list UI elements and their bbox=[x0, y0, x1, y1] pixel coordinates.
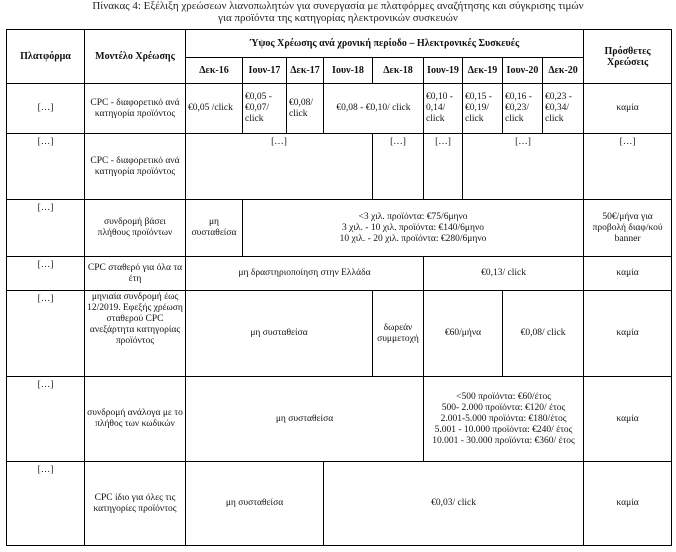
model-cell: μηνιαία συνδρομή έως 12/2019. Εφεξής χρέωση σταθερού CPC ανεξάρτητα κατηγορίας προϊόντος bbox=[85, 291, 186, 377]
header-model: Μοντέλο Χρέωσης bbox=[85, 30, 186, 84]
caption-line-2: για προϊόντα της κατηγορίας ηλεκτρονικών συσκευών bbox=[218, 12, 458, 24]
fee-cell: €60/μήνα bbox=[424, 291, 503, 377]
fee-cell: €0,03/ click bbox=[324, 462, 584, 546]
model-cell: CPC - διαφορετικό ανά κατηγορία προϊόντος bbox=[85, 84, 186, 134]
header-date: Δεκ-20 bbox=[543, 58, 584, 84]
table-row bbox=[7, 377, 672, 462]
platform-cell: […] bbox=[7, 291, 85, 377]
fee-cell: €0,08/ click bbox=[287, 84, 324, 134]
fee-cell: €0,08/ click bbox=[503, 291, 584, 377]
table-row bbox=[7, 257, 672, 291]
extra-cell: […] bbox=[584, 134, 672, 200]
fee-cell: €0,15 - €0,19/ click bbox=[463, 84, 503, 134]
header-row bbox=[7, 30, 672, 58]
fee-cell: μη συσταθείσα bbox=[186, 377, 424, 462]
header-date: Δεκ-17 bbox=[287, 58, 324, 84]
header-platform: Πλατφόρμα bbox=[7, 30, 85, 84]
extra-cell: καμία bbox=[584, 257, 672, 291]
header-date: Ιουν-19 bbox=[424, 58, 463, 84]
header-date: Ιουν-20 bbox=[503, 58, 543, 84]
header-date: Ιουν-18 bbox=[324, 58, 373, 84]
extra-cell: καμία bbox=[584, 84, 672, 134]
extra-cell: 50€/μήνα για προβολή διαφ/κού banner bbox=[584, 200, 672, 257]
tier-item: 3 χιλ. - 10 χιλ. προϊόντα: €140/6μηνο bbox=[342, 222, 485, 233]
table-row bbox=[7, 200, 672, 257]
table-caption bbox=[0, 0, 676, 24]
tier-list bbox=[424, 377, 584, 462]
platform-cell: […] bbox=[7, 134, 85, 200]
fee-cell: μη συσταθείσα bbox=[186, 200, 243, 257]
fee-cell: €0,23 - €0,34/ click bbox=[543, 84, 584, 134]
header-date: Δεκ-18 bbox=[373, 58, 424, 84]
model-cell: CPC σταθερό για όλα τα έτη bbox=[85, 257, 186, 291]
caption-line-1: Πίνακας 4: Εξέλιξη χρεώσεων λιανοπωλητών για συνεργασία με πλατφόρμες αναζήτησης και σύγκρισης τιμών bbox=[92, 0, 584, 12]
platform-cell: […] bbox=[7, 200, 85, 257]
fee-cell: μη συσταθείσα bbox=[186, 462, 324, 546]
model-cell: CPC - διαφορετικό ανά κατηγορία προϊόντος bbox=[85, 134, 186, 200]
fee-cell: μη δραστηριοποίηση στην Ελλάδα bbox=[186, 257, 424, 291]
fee-cell: €0,16 - €0,23/ click bbox=[503, 84, 543, 134]
fee-cell: €0,08 - €0,10/ click bbox=[324, 84, 424, 134]
tier-item: 500- 2.000 προϊόντα: €120/ έτος bbox=[441, 402, 566, 413]
fee-cell: […] bbox=[424, 134, 463, 200]
model-cell: CPC ίδιο για όλες τις κατηγορίες προϊόντος bbox=[85, 462, 186, 546]
fee-cell: €0,05 /click bbox=[186, 84, 243, 134]
tier-item: 10 χιλ. - 20 χιλ. προϊόντα: €280/6μηνο bbox=[339, 233, 487, 244]
table-row bbox=[7, 84, 672, 134]
fee-cell: €0,05 - €0,07/ click bbox=[243, 84, 287, 134]
tier-list bbox=[243, 200, 584, 257]
header-date: Δεκ-16 bbox=[186, 58, 243, 84]
table-row bbox=[7, 134, 672, 200]
tier-item: 5.001 - 10.000 προϊόντα: €240/ έτος bbox=[434, 424, 573, 435]
tier-item: 10.001 - 30.000 προϊόντα: €360/ έτος bbox=[432, 435, 575, 446]
fee-cell: €0,10 - 0,14/ click bbox=[424, 84, 463, 134]
fee-cell: δωρεάν συμμετοχή bbox=[373, 291, 424, 377]
model-cell: συνδρομή ανάλογα με το πλήθος των κωδικών bbox=[85, 377, 186, 462]
tier-item: 2.001-5.000 προϊόντα: €180/έτος bbox=[440, 413, 567, 424]
fee-cell: […] bbox=[186, 134, 373, 200]
extra-cell: καμία bbox=[584, 377, 672, 462]
header-date: Ιουν-17 bbox=[243, 58, 287, 84]
extra-cell: καμία bbox=[584, 291, 672, 377]
fee-cell: […] bbox=[463, 134, 584, 200]
fee-cell: […] bbox=[373, 134, 424, 200]
table-row bbox=[7, 291, 672, 377]
extra-cell: καμία bbox=[584, 462, 672, 546]
tier-item: <3 χιλ. προϊόντα: €75/6μηνο bbox=[358, 211, 468, 222]
platform-cell: […] bbox=[7, 377, 85, 462]
table-row bbox=[7, 462, 672, 546]
header-extra: Πρόσθετες Χρεώσεις bbox=[584, 30, 672, 84]
header-date: Δεκ-19 bbox=[463, 58, 503, 84]
fee-cell: €0,13/ click bbox=[424, 257, 584, 291]
platform-cell: […] bbox=[7, 84, 85, 134]
tier-item: <500 προϊόντα: €60/έτος bbox=[456, 391, 551, 402]
fees-table bbox=[6, 29, 672, 546]
model-cell: συνδρομή βάσει πλήθους προϊόντων bbox=[85, 200, 186, 257]
header-period: Ύψος Χρέωσης ανά χρονική περίοδο – Ηλεκτρονικές Συσκευές bbox=[186, 30, 584, 58]
platform-cell: […] bbox=[7, 462, 85, 546]
fee-cell: μη συσταθείσα bbox=[186, 291, 373, 377]
platform-cell: […] bbox=[7, 257, 85, 291]
